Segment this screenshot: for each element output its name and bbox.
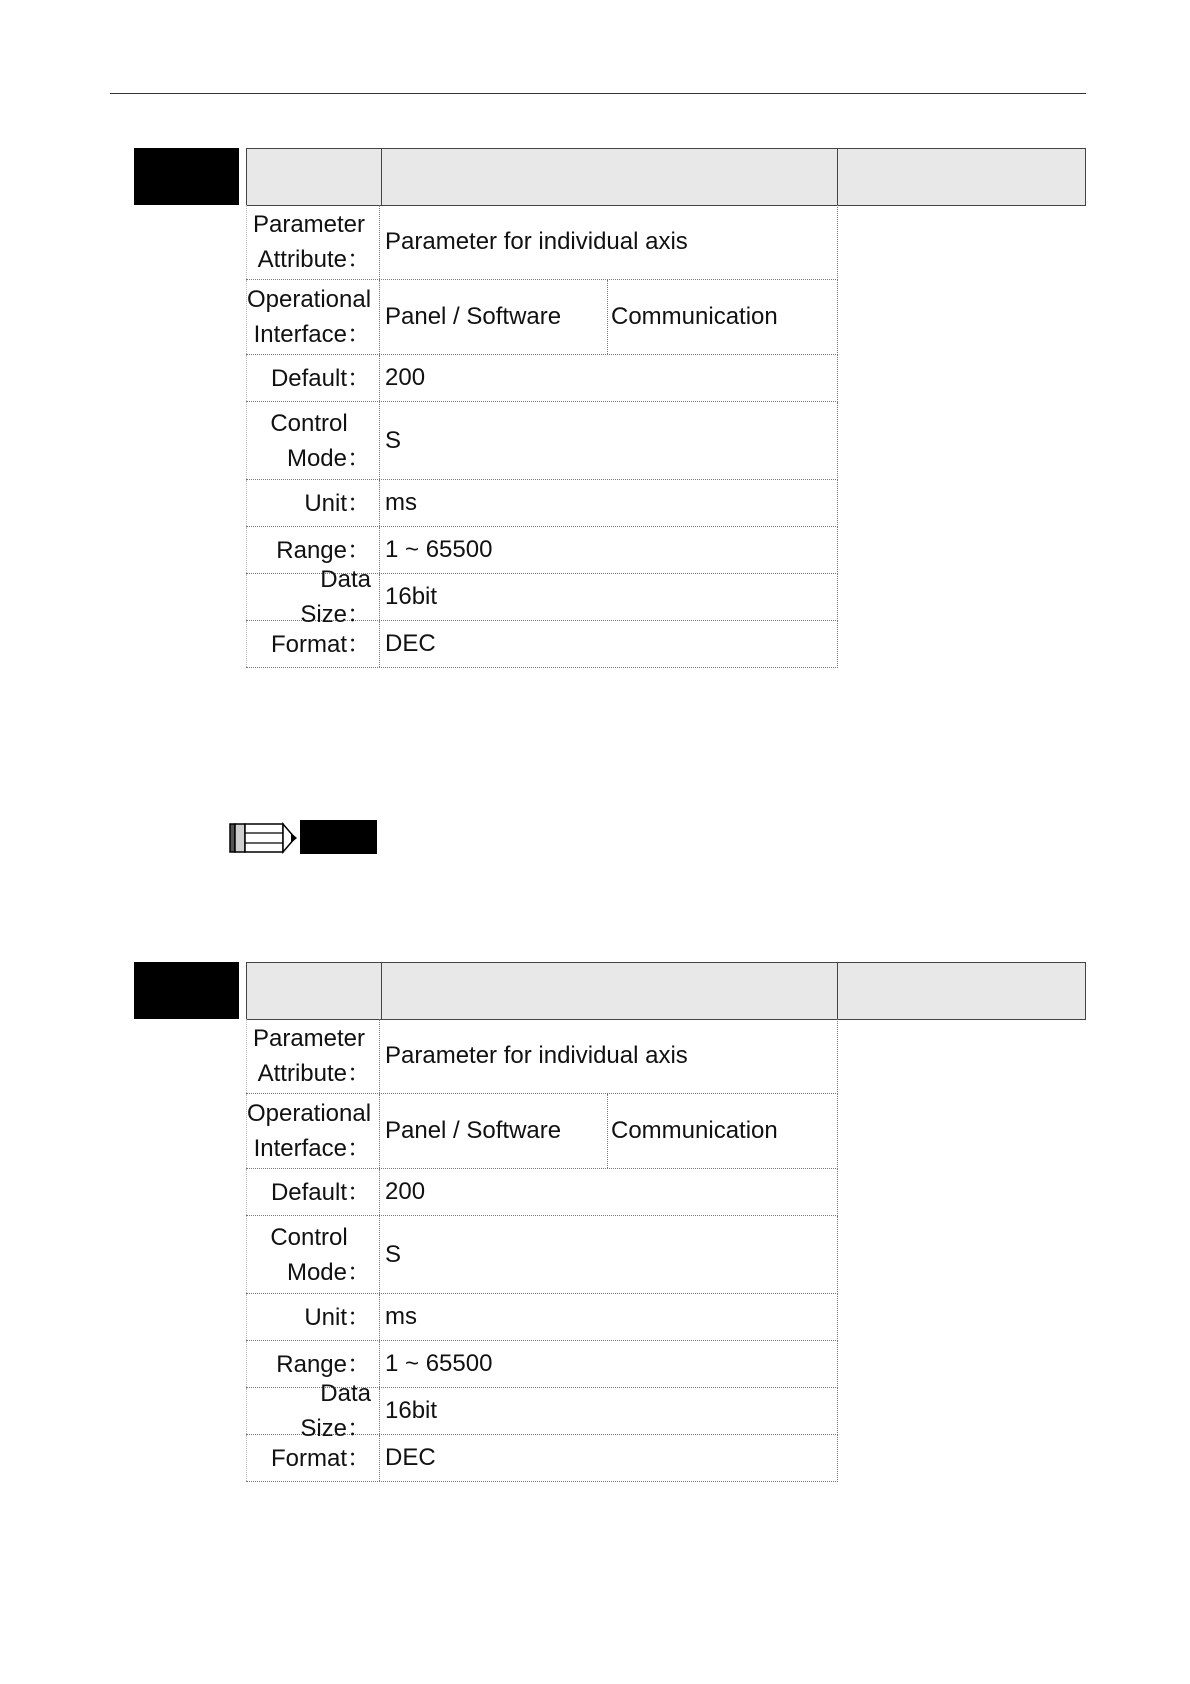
label-unit: Unit： (246, 1294, 380, 1340)
parameter-header-bar (246, 148, 1086, 206)
header-cell-address (838, 149, 1085, 205)
row-default (246, 1169, 838, 1216)
value-data-size: 16bit (385, 583, 438, 610)
row-parameter-attribute (246, 1019, 838, 1094)
row-default (246, 355, 838, 402)
note-label-box (300, 820, 377, 854)
label-line-1: Operational (246, 286, 372, 313)
label-unit: Unit： (246, 480, 380, 526)
label-default: Default： (246, 355, 380, 401)
row-data-size (246, 1380, 838, 1442)
attribute-table (246, 205, 838, 668)
header-cell-code (247, 963, 382, 1019)
value-operational-interface (380, 1094, 837, 1168)
label-line-1: Control (270, 1223, 348, 1251)
label-range: Range： (246, 1341, 380, 1387)
label-data-size: Data Size： (246, 1388, 380, 1434)
value-range: 1 ~ 65500 (385, 1350, 493, 1377)
label-line-2: Mode： (286, 444, 371, 472)
row-operational-interface (246, 1094, 838, 1169)
value-range: 1 ~ 65500 (385, 536, 493, 563)
label-line-2: Interface： (253, 1135, 371, 1162)
row-format (246, 621, 838, 668)
pencil-icon (229, 822, 299, 854)
value-default: 200 (385, 364, 426, 391)
label-line-1: Operational (246, 1100, 372, 1127)
row-data-size (246, 566, 838, 628)
value-unit: ms (385, 489, 417, 516)
value-default: 200 (385, 1178, 426, 1205)
label-line-1: Control (270, 409, 348, 437)
value-data-size: 16bit (385, 1397, 438, 1424)
value-communication: Communication (611, 1117, 778, 1144)
label-operational-interface (246, 280, 380, 354)
header-cell-name (382, 149, 838, 205)
row-control-mode (246, 402, 838, 480)
label-format: Format： (246, 1435, 380, 1481)
header-cell-name (382, 963, 838, 1019)
parameter-header-bar (246, 962, 1086, 1020)
label-range: Range： (246, 527, 380, 573)
header-cell-code (247, 149, 382, 205)
value-format: DEC (385, 1444, 436, 1471)
value-communication: Communication (611, 303, 778, 330)
label-control-mode (246, 1216, 380, 1293)
value-panel-software: Panel / Software (380, 280, 608, 354)
label-parameter-attribute (246, 1019, 380, 1093)
label-line-1: Parameter (252, 1025, 366, 1052)
row-format (246, 1435, 838, 1482)
row-unit (246, 480, 838, 527)
label-control-mode (246, 402, 380, 479)
row-operational-interface (246, 280, 838, 355)
attribute-table (246, 1019, 838, 1482)
label-line-2: Attribute： (257, 246, 371, 273)
label-operational-interface (246, 1094, 380, 1168)
row-control-mode (246, 1216, 838, 1294)
label-data-size: Data Size： (246, 574, 380, 620)
label-default: Default： (246, 1169, 380, 1215)
value-parameter-attribute: Parameter for individual axis (385, 1042, 688, 1069)
parameter-code-box (134, 962, 239, 1019)
row-unit (246, 1294, 838, 1341)
label-line-2: Attribute： (257, 1060, 371, 1087)
header-rule (110, 93, 1086, 94)
label-line-2: Interface： (253, 321, 371, 348)
parameter-code-box (134, 148, 239, 205)
row-parameter-attribute (246, 205, 838, 280)
header-cell-address (838, 963, 1085, 1019)
value-operational-interface (380, 280, 837, 354)
value-unit: ms (385, 1303, 417, 1330)
value-control-mode: S (385, 426, 402, 454)
value-panel-software: Panel / Software (380, 1094, 608, 1168)
value-control-mode: S (385, 1240, 402, 1268)
note-marker (229, 818, 379, 854)
label-line-2: Mode： (286, 1258, 371, 1286)
value-parameter-attribute: Parameter for individual axis (385, 228, 688, 255)
value-format: DEC (385, 630, 436, 657)
label-line-1: Parameter (252, 211, 366, 238)
label-parameter-attribute (246, 205, 380, 279)
label-format: Format： (246, 621, 380, 667)
